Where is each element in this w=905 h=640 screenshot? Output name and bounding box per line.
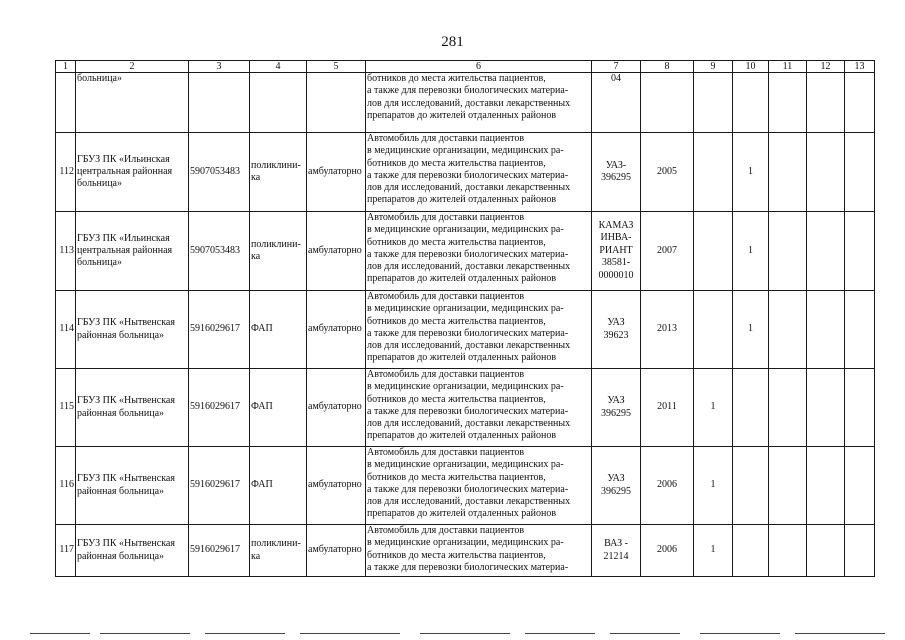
unit-type — [250, 447, 307, 525]
vehicle-purpose — [366, 73, 592, 133]
inn-value: 5907053483 — [189, 133, 250, 212]
count-c13 — [845, 291, 875, 369]
cell-line: центральная районная — [77, 244, 173, 256]
vehicle-register-table — [55, 60, 875, 577]
vehicle-purpose — [366, 291, 592, 369]
cell-line: ФАП — [251, 323, 273, 335]
footer-rule — [100, 633, 190, 634]
care-mode: амбулаторно — [307, 133, 366, 212]
count-c13 — [845, 73, 875, 133]
count-c13 — [845, 212, 875, 291]
cell-line: лов для исследований, доставки лекарственных — [367, 261, 571, 273]
row-number: 117 — [56, 525, 76, 577]
table-row — [56, 212, 875, 291]
footer-rule — [525, 633, 595, 634]
count-c9 — [694, 73, 733, 133]
table-row — [56, 525, 875, 577]
column-header-2: 2 — [76, 61, 189, 73]
vehicle-model — [592, 212, 641, 291]
inn-value: 5907053483 — [189, 212, 250, 291]
vehicle-purpose — [366, 447, 592, 525]
care-mode: амбулаторно — [307, 369, 366, 447]
footer-rule — [30, 633, 90, 634]
column-header-1: 1 — [56, 61, 76, 73]
cell-line: препаратов до жителей отдаленных районов — [367, 109, 557, 121]
cell-line: 0000010 — [598, 269, 634, 281]
cell-line: РИАНТ — [599, 244, 633, 256]
cell-line: а также для перевозки биологических материа- — [367, 405, 569, 417]
cell-line: 396295 — [601, 485, 631, 497]
cell-line: ГБУЗ ПК «Нытвенская — [77, 473, 175, 485]
count-c11 — [769, 212, 807, 291]
column-header-4: 4 — [250, 61, 307, 73]
column-header-6: 6 — [366, 61, 592, 73]
unit-type — [250, 73, 307, 133]
organization-name — [76, 212, 189, 291]
count-c10: 1 — [733, 212, 769, 291]
cell-line: 396295 — [601, 172, 631, 183]
cell-line: ГБУЗ ПК «Нытвенская — [77, 538, 175, 550]
unit-type — [250, 212, 307, 291]
care-mode: амбулаторно — [307, 447, 366, 525]
cell-line: ботников до места жительства пациентов, — [367, 315, 546, 327]
cell-line: ГБУЗ ПК «Ильинская — [77, 232, 170, 244]
cell-line: в медицинские организации, медицинских ра- — [367, 145, 564, 157]
cell-line: Автомобиль для доставки пациентов — [367, 133, 525, 144]
cell-line: больница» — [77, 257, 122, 269]
row-number — [56, 73, 76, 133]
footer-rule — [300, 633, 400, 634]
care-mode: амбулаторно — [307, 525, 366, 577]
unit-type — [250, 133, 307, 212]
row-number: 115 — [56, 369, 76, 447]
inn-value: 5916029617 — [189, 525, 250, 577]
cell-line: препаратов до жителей отдаленных районов — [367, 508, 557, 520]
vehicle-purpose — [366, 369, 592, 447]
count-c12 — [807, 291, 845, 369]
footer-rule — [795, 633, 885, 634]
cell-line: ботников до места жительства пациентов, — [367, 471, 546, 483]
cell-line: поликлини- — [251, 238, 301, 250]
column-header-7: 7 — [592, 61, 641, 73]
cell-line: ГБУЗ ПК «Нытвенская — [77, 317, 175, 329]
vehicle-model — [592, 369, 641, 447]
cell-line: лов для исследований, доставки лекарственных — [367, 418, 571, 430]
care-mode: амбулаторно — [307, 212, 366, 291]
manufacture-year: 2006 — [641, 447, 694, 525]
cell-line: а также для перевозки биологических материа- — [367, 169, 569, 181]
inn-value: 5916029617 — [189, 291, 250, 369]
count-c13 — [845, 447, 875, 525]
cell-line: ГБУЗ ПК «Нытвенская — [77, 395, 175, 407]
cell-line: препаратов до жителей отдаленных районов — [367, 194, 557, 206]
cell-line: в медицинские организации, медицинских ра- — [367, 303, 564, 315]
organization-name — [76, 447, 189, 525]
organization-name — [76, 369, 189, 447]
cell-line: лов для исследований, доставки лекарственных — [367, 97, 571, 109]
cell-line: а также для перевозки биологических материа- — [367, 327, 569, 339]
count-c12 — [807, 369, 845, 447]
page-number: 281 — [441, 34, 464, 50]
count-c13 — [845, 369, 875, 447]
count-c11 — [769, 291, 807, 369]
unit-type — [250, 369, 307, 447]
care-mode: амбулаторно — [307, 291, 366, 369]
register-table-wrapper — [55, 60, 875, 577]
manufacture-year: 2007 — [641, 212, 694, 291]
cell-line: ФАП — [251, 479, 273, 491]
cell-line: КАМАЗ — [598, 219, 634, 231]
cell-line: УАЗ — [607, 317, 625, 328]
row-number: 112 — [56, 133, 76, 212]
count-c9: 1 — [694, 447, 733, 525]
count-c10 — [733, 525, 769, 577]
cell-line: а также для перевозки биологических материа- — [367, 483, 569, 495]
cell-line: ботников до места жительства пациентов, — [367, 157, 546, 169]
cell-line: а также для перевозки биологических материа- — [367, 85, 569, 97]
cell-line: в медицинские организации, медицинских ра- — [367, 381, 564, 393]
count-c12 — [807, 73, 845, 133]
vehicle-model — [592, 73, 641, 133]
count-c10: 1 — [733, 133, 769, 212]
organization-name — [76, 291, 189, 369]
count-c13 — [845, 525, 875, 577]
cell-line: Автомобиль для доставки пациентов — [367, 447, 525, 458]
column-header-11: 11 — [769, 61, 807, 73]
cell-line: районная больница» — [77, 485, 165, 497]
organization-name — [76, 133, 189, 212]
cell-line: УАЗ — [607, 395, 625, 406]
cell-line: в медицинские организации, медицинских ра- — [367, 459, 564, 471]
count-c12 — [807, 133, 845, 212]
column-header-13: 13 — [845, 61, 875, 73]
count-c12 — [807, 212, 845, 291]
vehicle-model — [592, 291, 641, 369]
count-c11 — [769, 447, 807, 525]
count-c10 — [733, 73, 769, 133]
cell-line: Автомобиль для доставки пациентов — [367, 291, 525, 302]
cell-line: ка — [251, 550, 261, 562]
cell-line: Автомобиль для доставки пациентов — [367, 369, 525, 380]
cell-line: больница» — [77, 73, 122, 84]
unit-type — [250, 525, 307, 577]
vehicle-model — [592, 447, 641, 525]
unit-type — [250, 291, 307, 369]
table-row — [56, 73, 875, 133]
vehicle-model — [592, 525, 641, 577]
column-header-8: 8 — [641, 61, 694, 73]
care-mode — [307, 73, 366, 133]
cell-line: ка — [251, 172, 261, 183]
table-row — [56, 447, 875, 525]
cell-line: препаратов до жителей отдаленных районов — [367, 273, 557, 285]
footer-rule — [700, 633, 780, 634]
cell-line: ботников до места жительства пациентов, — [367, 236, 546, 248]
cell-line: в медицинские организации, медицинских ра- — [367, 224, 564, 236]
inn-value: 5916029617 — [189, 369, 250, 447]
cell-line: больница» — [77, 178, 122, 190]
cell-line: УАЗ — [607, 473, 625, 484]
count-c11 — [769, 133, 807, 212]
footer-rule — [420, 633, 510, 634]
cell-line: ВАЗ - — [604, 538, 628, 549]
cell-line: районная больница» — [77, 329, 165, 341]
inn-value: 5916029617 — [189, 447, 250, 525]
inn-value — [189, 73, 250, 133]
cell-line: ботников до места жительства пациентов, — [367, 73, 546, 84]
count-c11 — [769, 525, 807, 577]
table-row — [56, 369, 875, 447]
table-body — [56, 73, 875, 577]
manufacture-year: 2013 — [641, 291, 694, 369]
count-c9: 1 — [694, 369, 733, 447]
cell-line: районная больница» — [77, 550, 165, 562]
column-number-row — [56, 61, 875, 73]
cell-line: ФАП — [251, 401, 273, 413]
table-row — [56, 133, 875, 212]
cell-line: а также для перевозки биологических материа- — [367, 561, 569, 573]
count-c9 — [694, 133, 733, 212]
column-header-12: 12 — [807, 61, 845, 73]
cell-line: лов для исследований, доставки лекарственных — [367, 340, 571, 352]
cell-line: препаратов до жителей отдаленных районов — [367, 352, 557, 364]
cell-line: 04 — [611, 73, 621, 84]
row-number: 114 — [56, 291, 76, 369]
cell-line: 396295 — [601, 407, 631, 419]
cell-line: ГБУЗ ПК «Ильинская — [77, 153, 170, 165]
cell-line: лов для исследований, доставки лекарственных — [367, 496, 571, 508]
cell-line: ботников до места жительства пациентов, — [367, 393, 546, 405]
table-row — [56, 291, 875, 369]
row-number: 116 — [56, 447, 76, 525]
manufacture-year: 2005 — [641, 133, 694, 212]
cell-line: центральная районная — [77, 165, 173, 177]
organization-name — [76, 525, 189, 577]
cell-line: ботников до места жительства пациентов, — [367, 549, 546, 561]
cell-line: поликлини- — [251, 159, 301, 171]
cell-line: районная больница» — [77, 407, 165, 419]
column-header-3: 3 — [189, 61, 250, 73]
cell-line: ИНВА- — [600, 232, 632, 244]
column-header-10: 10 — [733, 61, 769, 73]
column-header-9: 9 — [694, 61, 733, 73]
cell-line: а также для перевозки биологических материа- — [367, 248, 569, 260]
cell-line: лов для исследований, доставки лекарственных — [367, 182, 571, 194]
cell-line: в медицинские организации, медицинских ра- — [367, 537, 564, 549]
cell-line: Автомобиль для доставки пациентов — [367, 212, 525, 223]
footer-rule — [610, 633, 680, 634]
vehicle-purpose — [366, 525, 592, 577]
vehicle-purpose — [366, 133, 592, 212]
vehicle-model — [592, 133, 641, 212]
count-c9 — [694, 291, 733, 369]
cell-line: УАЗ- — [605, 159, 627, 171]
column-header-5: 5 — [307, 61, 366, 73]
count-c10: 1 — [733, 291, 769, 369]
cell-line: ка — [251, 251, 261, 262]
count-c9 — [694, 212, 733, 291]
count-c9: 1 — [694, 525, 733, 577]
row-number: 113 — [56, 212, 76, 291]
cell-line: препаратов до жителей отдаленных районов — [367, 430, 557, 442]
manufacture-year: 2006 — [641, 525, 694, 577]
manufacture-year: 2011 — [641, 369, 694, 447]
count-c12 — [807, 525, 845, 577]
count-c12 — [807, 447, 845, 525]
count-c10 — [733, 447, 769, 525]
count-c13 — [845, 133, 875, 212]
vehicle-purpose — [366, 212, 592, 291]
count-c10 — [733, 369, 769, 447]
cell-line: Автомобиль для доставки пациентов — [367, 525, 525, 536]
manufacture-year — [641, 73, 694, 133]
footer-rule — [205, 633, 285, 634]
cell-line: 39623 — [603, 329, 629, 341]
cell-line: 38581- — [601, 257, 631, 269]
organization-name — [76, 73, 189, 133]
cell-line: 21214 — [603, 550, 629, 562]
count-c11 — [769, 73, 807, 133]
cell-line: поликлини- — [251, 538, 301, 550]
count-c11 — [769, 369, 807, 447]
